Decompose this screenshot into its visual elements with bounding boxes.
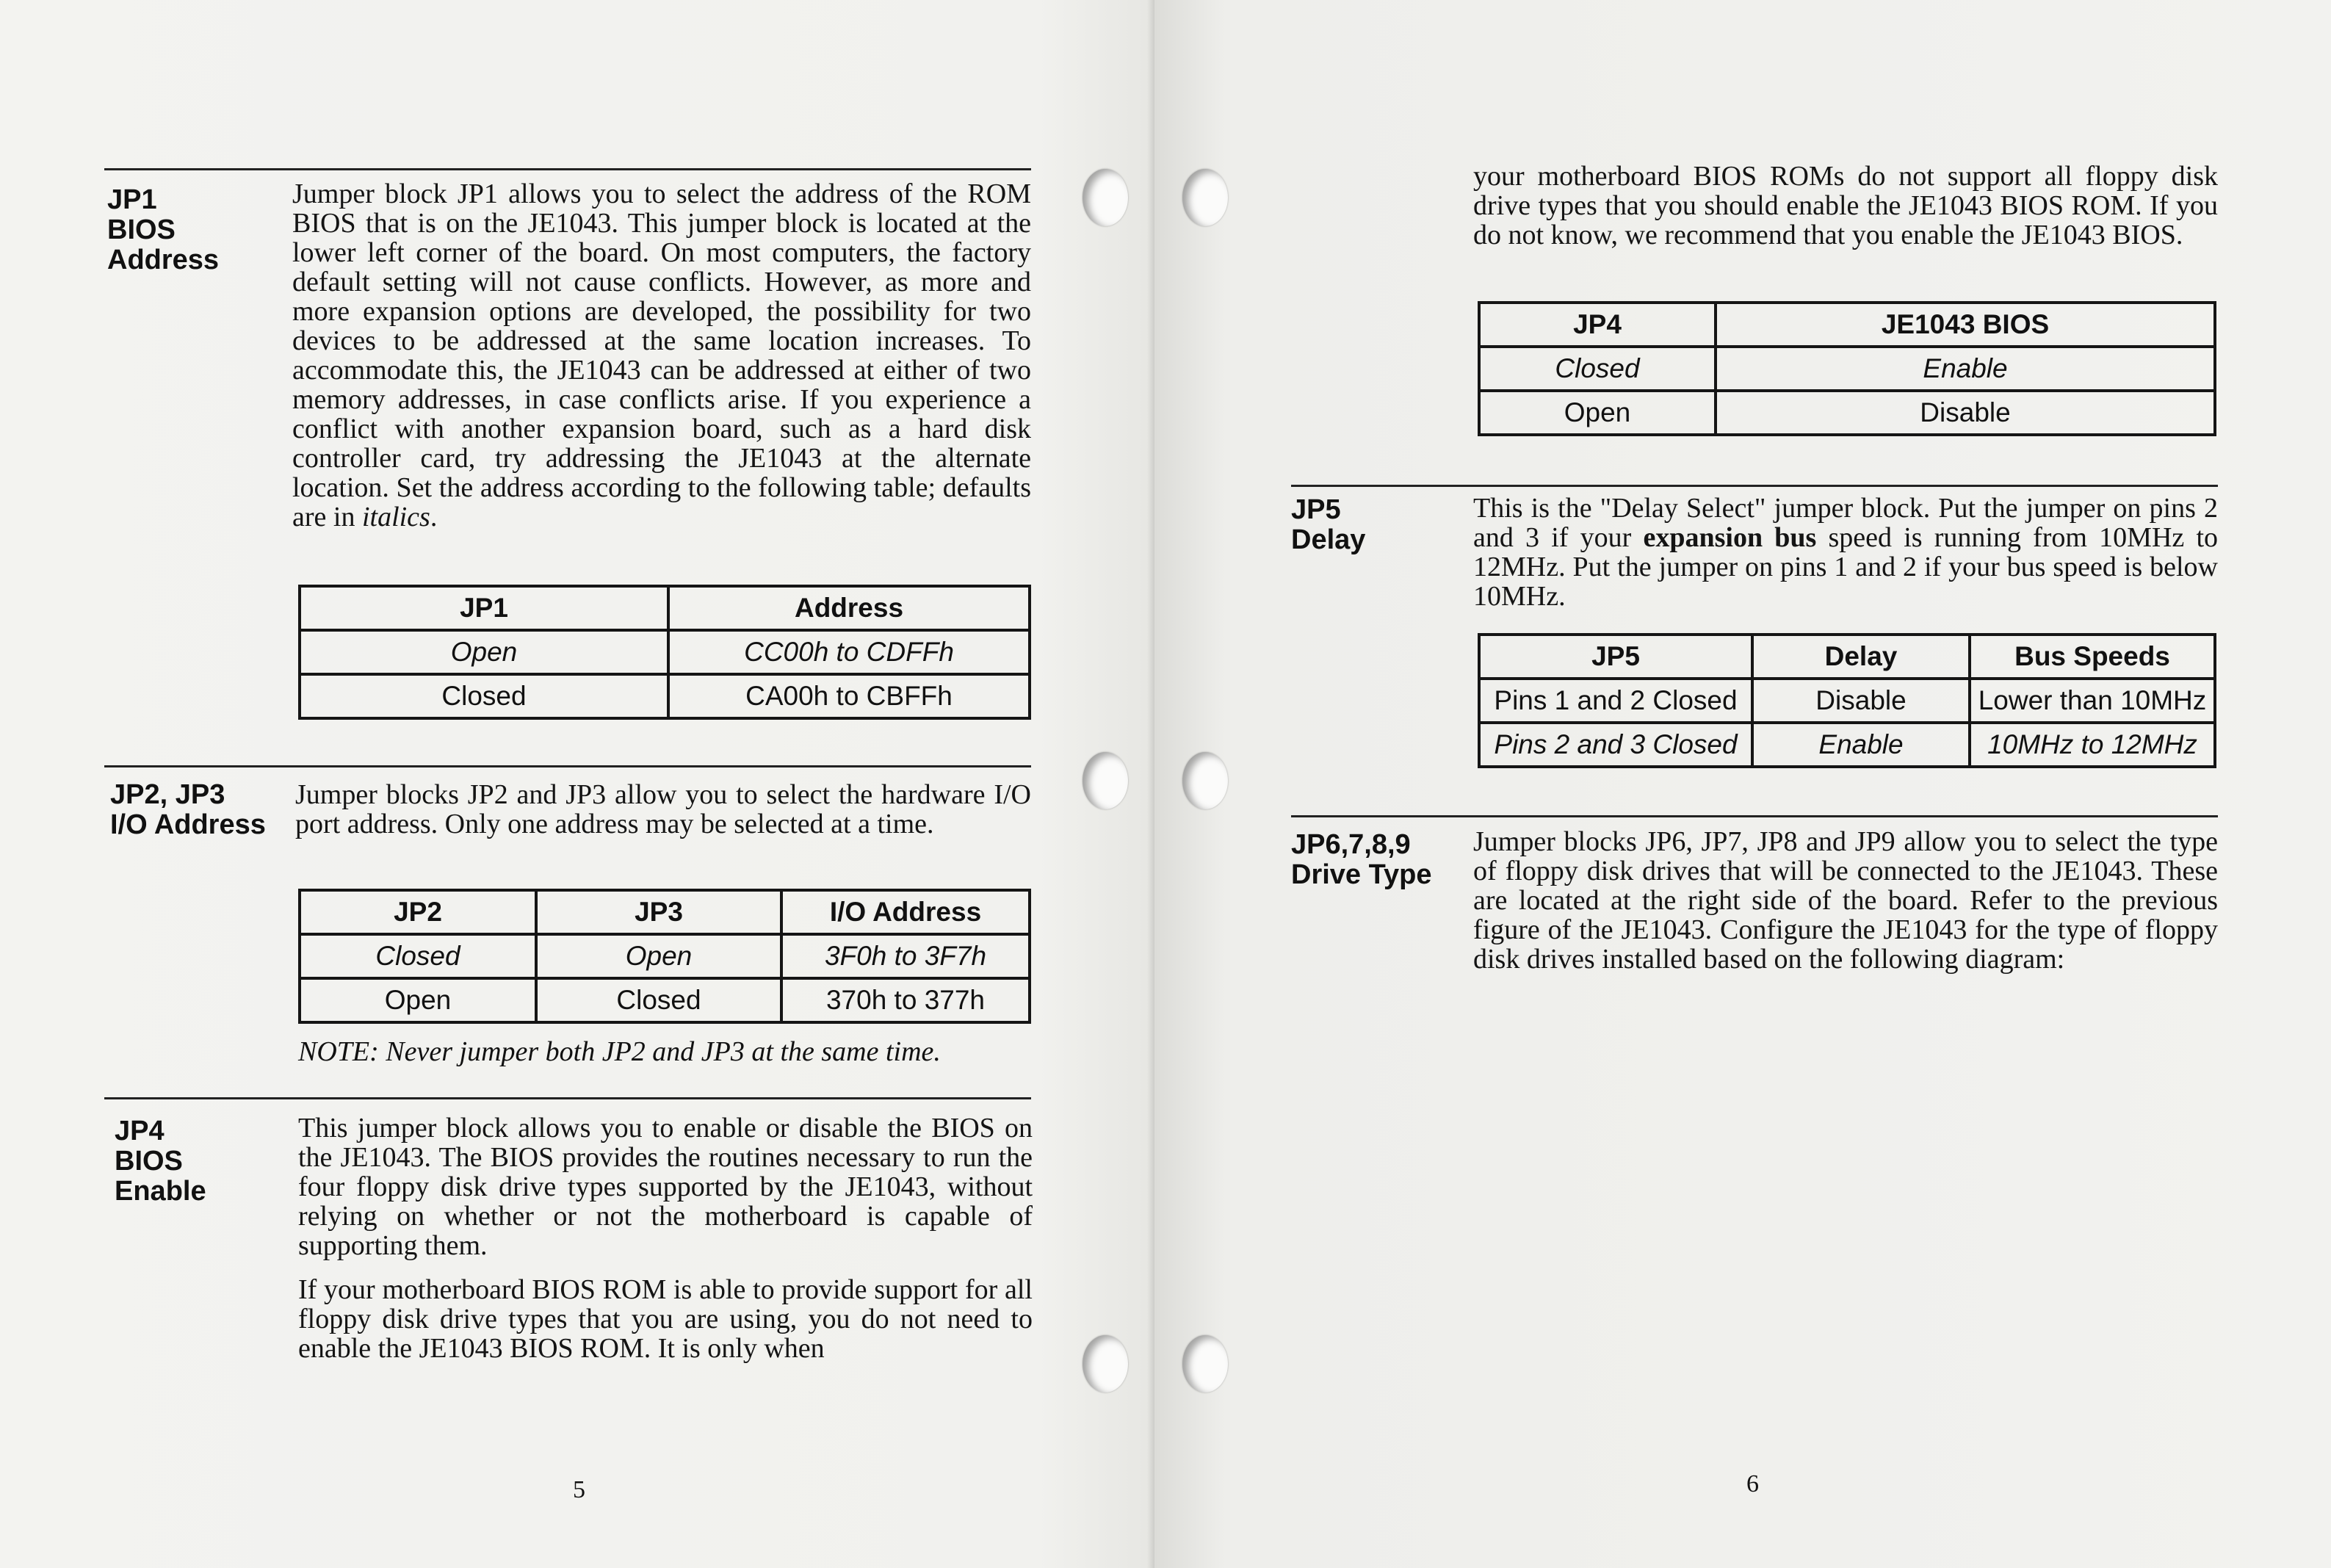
jp1-paragraph: Jumper block JP1 allows you to select the address of the ROM BIOS that is on the JE1043. This jumper block is located at the lower left corner of the board. On most computers, the factory default setting will not cause conflicts. However, as more and more expansion options are developed, the possibility for two devices to be addressed at the same location increases. To accommodate this, the JE1043 can be addressed at either of two memory addresses, in case conflicts arise. If you experience a conflict with another expansion board, such as a hard disk controller card, try addressing the JE1043 at the alternate location. Set the address according to the following table; defaults are in italics. xyxy=(292,178,1031,532)
table-cell: Closed xyxy=(300,674,668,718)
table-header: JP3 xyxy=(536,890,781,934)
jp4-table xyxy=(1478,301,2216,436)
punch-hole xyxy=(1083,169,1128,226)
table-cell: Disable xyxy=(1716,391,2215,435)
jp4-continued-paragraph: your motherboard BIOS ROMs do not support all floppy disk drive types that you should enable the JE1043 BIOS ROM. If you do not know, we recommend that you enable the JE1043 BIOS. xyxy=(1473,161,2218,250)
punch-hole xyxy=(1182,752,1228,809)
jp4-paragraph-1: This jumper block allows you to enable or disable the BIOS on the JE1043. The BIOS provides the routines necessary to run the four floppy disk drive types supported by the JE1043, without relying on whether or not the motherboard is capable of supporting them. xyxy=(298,1113,1033,1261)
punch-hole xyxy=(1083,1335,1128,1392)
jp2-jp3-label: JP2, JP3 I/O Address xyxy=(110,779,266,840)
table-cell: Open xyxy=(300,630,668,674)
section-divider xyxy=(1291,815,2218,817)
jp5-paragraph: This is the "Delay Select" jumper block. Put the jumper on pins 2 and 3 if your expansion bus speed is running from 10MHz to 12MHz. Put the jumper on pins 1 and 2 if your bus speed is below 10MHz. xyxy=(1473,493,2219,612)
jp1-table xyxy=(298,585,1031,720)
table-header: Delay xyxy=(1752,635,1970,679)
punch-hole xyxy=(1182,1335,1228,1392)
jp2-jp3-note: NOTE: Never jumper both JP2 and JP3 at the same time. xyxy=(298,1036,941,1067)
jp4-label: JP4 BIOS Enable xyxy=(115,1116,206,1207)
jp4-paragraph-2: If your motherboard BIOS ROM is able to provide support for all floppy disk drive types that you are using, you do not need to enable the JE1043 BIOS ROM. It is only when xyxy=(298,1274,1033,1364)
table-cell: Open xyxy=(300,978,536,1022)
section-divider xyxy=(1291,485,2218,487)
jp5-table xyxy=(1478,633,2216,768)
punch-hole xyxy=(1083,752,1128,809)
punch-hole xyxy=(1182,169,1228,226)
table-cell: Disable xyxy=(1752,679,1970,723)
jp1-label: JP1 BIOS Address xyxy=(107,184,220,275)
table-header: Bus Speeds xyxy=(1970,635,2215,679)
table-header: JP2 xyxy=(300,890,536,934)
jp6-9-label: JP6,7,8,9 Drive Type xyxy=(1291,829,1432,890)
right-page xyxy=(1154,0,2331,1568)
page-number: 6 xyxy=(1746,1470,1759,1497)
section-divider xyxy=(104,765,1031,767)
jp2-jp3-paragraph: Jumper blocks JP2 and JP3 allow you to select the hardware I/O port address. Only one address may be selected at a time. xyxy=(295,779,1031,839)
table-header: Address xyxy=(668,586,1030,630)
table-cell: Pins 2 and 3 Closed xyxy=(1479,723,1752,767)
table-cell: Closed xyxy=(536,978,781,1022)
table-header: JP5 xyxy=(1479,635,1752,679)
jp6-9-paragraph: Jumper blocks JP6, JP7, JP8 and JP9 allow you to select the type of floppy disk drives that will be connected to the JE1043. These are located at the right side of the board. Refer to the previous figure of the JE1043. Configure the JE1043 for the type of floppy disk drives installed based on the following diagram: xyxy=(1473,826,2218,975)
table-cell: Closed xyxy=(300,934,536,978)
section-divider xyxy=(104,168,1031,170)
table-header: JP4 xyxy=(1479,303,1716,347)
table-cell: Enable xyxy=(1752,723,1970,767)
table-cell: 370h to 377h xyxy=(781,978,1030,1022)
jp5-label: JP5 Delay xyxy=(1291,494,1366,555)
table-cell: Open xyxy=(1479,391,1716,435)
table-header: JP1 xyxy=(300,586,668,630)
page-number: 5 xyxy=(573,1476,585,1503)
table-cell: CA00h to CBFFh xyxy=(668,674,1030,718)
table-cell: Closed xyxy=(1479,347,1716,391)
table-cell: Lower than 10MHz xyxy=(1970,679,2215,723)
left-page xyxy=(0,0,1154,1568)
table-cell: 10MHz to 12MHz xyxy=(1970,723,2215,767)
table-header: I/O Address xyxy=(781,890,1030,934)
table-cell: Open xyxy=(536,934,781,978)
table-header: JE1043 BIOS xyxy=(1716,303,2215,347)
jp2-jp3-table xyxy=(298,889,1031,1024)
table-cell: Pins 1 and 2 Closed xyxy=(1479,679,1752,723)
table-cell: CC00h to CDFFh xyxy=(668,630,1030,674)
table-cell: 3F0h to 3F7h xyxy=(781,934,1030,978)
table-cell: Enable xyxy=(1716,347,2215,391)
section-divider xyxy=(104,1097,1031,1099)
